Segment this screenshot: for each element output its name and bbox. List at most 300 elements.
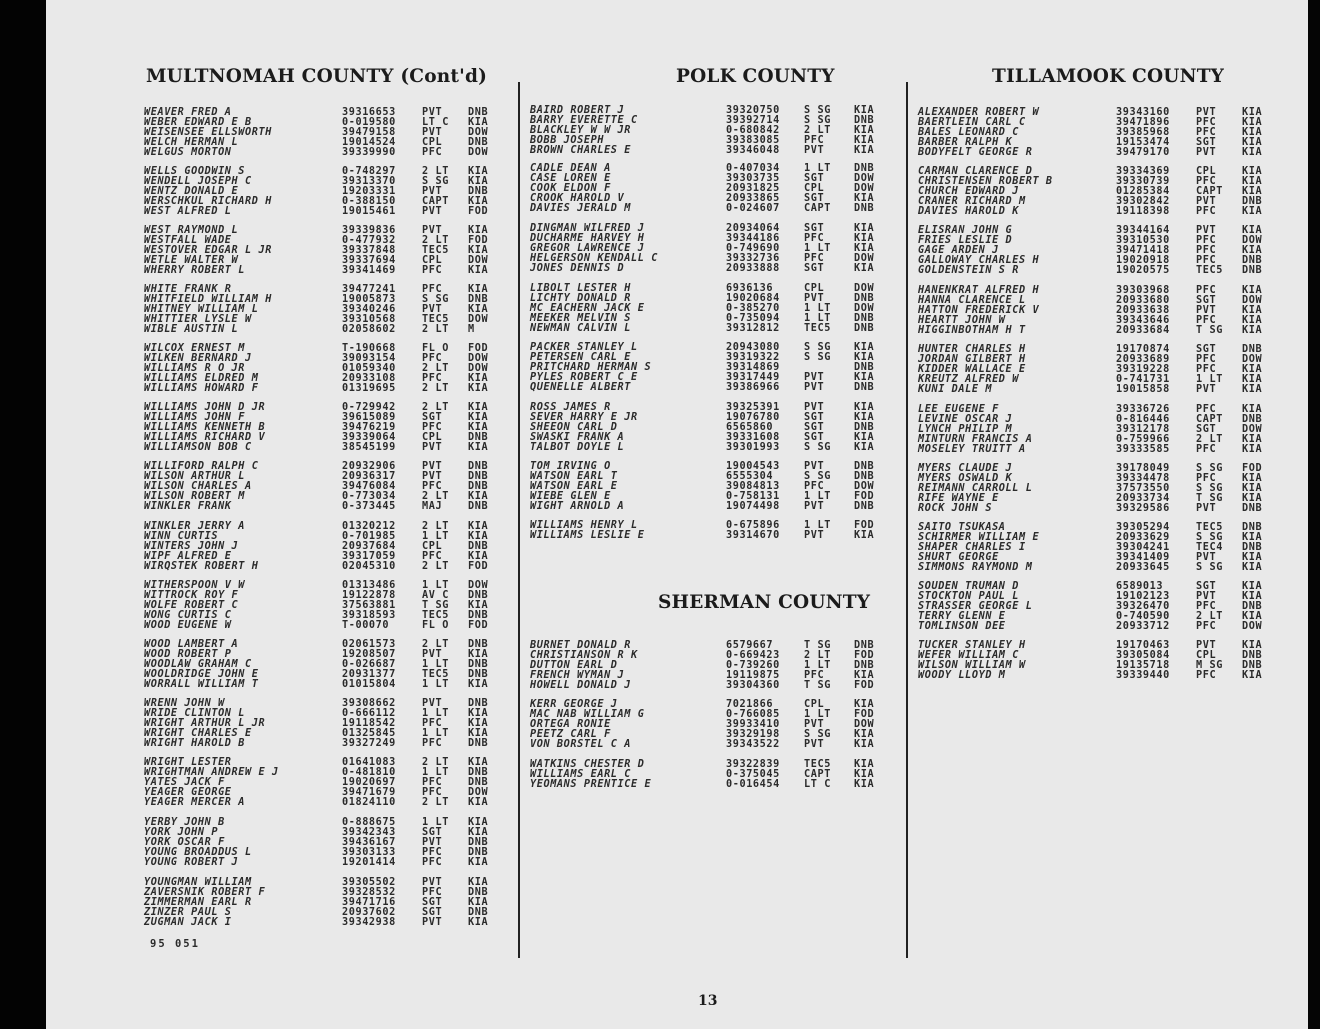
name-cell: WELLS GOODWIN S: [144, 166, 246, 177]
status-cell: KIA: [468, 225, 489, 236]
serial-number-cell: 39331608: [726, 432, 780, 443]
name-cell: WATSON EARL T: [530, 471, 618, 482]
serial-number-cell: 39084813: [726, 481, 780, 492]
name-cell: DUCHARME HARVEY H: [530, 233, 645, 244]
status-cell: KIA: [468, 176, 489, 187]
entry-group: [530, 106, 900, 156]
casualty-row: [144, 148, 524, 158]
serial-number-cell: 01641083: [342, 757, 396, 768]
status-cell: M: [468, 324, 475, 335]
name-cell: WILLIAMS HENRY L: [530, 520, 638, 531]
entry-group: [918, 167, 1298, 217]
status-cell: KIA: [854, 233, 875, 244]
status-cell: KIA: [468, 757, 489, 768]
name-cell: ROSS JAMES R: [530, 402, 611, 413]
serial-number-cell: 39303968: [1116, 285, 1170, 296]
serial-number-cell: 20933734: [1116, 493, 1170, 504]
grade-cell: 2 LT: [1196, 434, 1223, 445]
status-cell: KIA: [1242, 176, 1263, 187]
serial-number-cell: 20943080: [726, 342, 780, 353]
name-cell: MOSELEY TRUITT A: [918, 444, 1026, 455]
name-cell: LEVINE OSCAR J: [918, 414, 1013, 425]
grade-cell: PFC: [422, 373, 443, 384]
name-cell: PACKER STANLEY L: [530, 342, 638, 353]
serial-number-cell: 20933712: [1116, 621, 1170, 632]
name-cell: WOODLAW GRAHAM C: [144, 659, 252, 670]
county-title: TILLAMOOK COUNTY: [992, 66, 1225, 87]
serial-number-cell: 0-739260: [726, 660, 780, 671]
serial-number-cell: 39383085: [726, 135, 780, 146]
name-cell: CADLE DEAN A: [530, 163, 611, 174]
grade-cell: PVT: [422, 107, 443, 118]
grade-cell: PFC: [1196, 117, 1217, 128]
name-cell: LICHTY DONALD R: [530, 293, 632, 304]
name-cell: WRIGHT CHARLES E: [144, 728, 252, 739]
grade-cell: PVT: [422, 442, 443, 453]
name-cell: FRIES LESLIE D: [918, 235, 1013, 246]
grade-cell: CPL: [1196, 166, 1217, 177]
name-cell: TUCKER STANLEY H: [918, 640, 1026, 651]
grade-cell: PFC: [804, 253, 825, 264]
grade-cell: TEC5: [422, 669, 449, 680]
serial-number-cell: 39343522: [726, 739, 780, 750]
serial-number-cell: 20933645: [1116, 562, 1170, 573]
grade-cell: 2 LT: [804, 650, 831, 661]
entry-group: [530, 343, 900, 393]
status-cell: KIA: [854, 243, 875, 254]
grade-cell: PFC: [422, 422, 443, 433]
county-column: [918, 0, 1298, 1029]
grade-cell: 2 LT: [422, 491, 449, 502]
status-cell: KIA: [854, 193, 875, 204]
status-cell: FOD: [468, 620, 489, 631]
name-cell: WENTZ DONALD E: [144, 186, 239, 197]
name-cell: YORK OSCAR F: [144, 837, 225, 848]
serial-number-cell: 39304241: [1116, 542, 1170, 553]
serial-number-cell: 20932906: [342, 461, 396, 472]
serial-number-cell: 20931377: [342, 669, 396, 680]
grade-cell: PFC: [422, 847, 443, 858]
grade-cell: PVT: [422, 917, 443, 928]
grade-cell: SGT: [804, 422, 825, 433]
name-cell: HEARTT JOHN W: [918, 315, 1006, 326]
status-cell: KIA: [854, 402, 875, 413]
serial-number-cell: 20933684: [1116, 325, 1170, 336]
casualty-row: [144, 325, 524, 335]
grade-cell: S SG: [804, 442, 831, 453]
grade-cell: PVT: [1196, 640, 1217, 651]
casualty-row: [530, 502, 900, 512]
serial-number-cell: 01325845: [342, 728, 396, 739]
status-cell: KIA: [1242, 285, 1263, 296]
grade-cell: T SG: [804, 680, 831, 691]
name-cell: WOOD ROBERT P: [144, 649, 232, 660]
grade-cell: PFC: [1196, 235, 1217, 246]
grade-cell: S SG: [1196, 483, 1223, 494]
grade-cell: 1 LT: [804, 303, 831, 314]
name-cell: TOM IRVING O: [530, 461, 611, 472]
name-cell: WESTFALL WADE: [144, 235, 232, 246]
serial-number-cell: 39337694: [342, 255, 396, 266]
status-cell: FOD: [854, 491, 875, 502]
name-cell: JORDAN GILBERT H: [918, 354, 1026, 365]
grade-cell: CAPT: [804, 203, 831, 214]
serial-number-cell: 0-481810: [342, 767, 396, 778]
status-cell: DNB: [468, 107, 489, 118]
grade-cell: SGT: [804, 193, 825, 204]
name-cell: WIBLE AUSTIN L: [144, 324, 239, 335]
grade-cell: 2 LT: [1196, 611, 1223, 622]
name-cell: WHITTIER LYSLE W: [144, 314, 252, 325]
serial-number-cell: 39308662: [342, 698, 396, 709]
serial-number-cell: 39314869: [726, 362, 780, 373]
serial-number-cell: 19014524: [342, 137, 396, 148]
status-cell: KIA: [1242, 325, 1263, 336]
serial-number-cell: 39479158: [342, 127, 396, 138]
serial-number-cell: 39330739: [1116, 176, 1170, 187]
serial-number-cell: 20933108: [342, 373, 396, 384]
serial-number-cell: 39392714: [726, 115, 780, 126]
grade-cell: LT C: [422, 117, 449, 128]
name-cell: YATES JACK F: [144, 777, 225, 788]
status-cell: DNB: [468, 767, 489, 778]
serial-number-cell: 39093154: [342, 353, 396, 364]
status-cell: KIA: [1242, 147, 1263, 158]
name-cell: WRIGHT ARTHUR L JR: [144, 718, 266, 729]
status-cell: DNB: [468, 698, 489, 709]
casualty-row: [144, 798, 524, 808]
casualty-row: [144, 207, 524, 217]
status-cell: KIA: [468, 304, 489, 315]
name-cell: BARRY EVERETTE C: [530, 115, 638, 126]
serial-number-cell: 0-666112: [342, 708, 396, 719]
serial-number-cell: 39344164: [1116, 225, 1170, 236]
status-cell: DNB: [854, 163, 875, 174]
grade-cell: PFC: [804, 233, 825, 244]
casualty-row: [530, 146, 900, 156]
status-cell: KIA: [1242, 552, 1263, 563]
grade-cell: PFC: [422, 787, 443, 798]
serial-number-cell: 0-024607: [726, 203, 780, 214]
serial-number-cell: 01285384: [1116, 186, 1170, 197]
serial-number-cell: 19153474: [1116, 137, 1170, 148]
grade-cell: S SG: [804, 105, 831, 116]
grade-cell: AV C: [422, 590, 449, 601]
status-cell: KIA: [1242, 670, 1263, 681]
status-cell: DNB: [468, 847, 489, 858]
casualty-row: [918, 563, 1298, 573]
grade-cell: M SG: [1196, 660, 1223, 671]
serial-number-cell: 01015804: [342, 679, 396, 690]
name-cell: WRIGHT HAROLD B: [144, 738, 246, 749]
grade-cell: SGT: [422, 412, 443, 423]
name-cell: WILLIAMS R O JR: [144, 363, 246, 374]
name-cell: KIDDER WALLACE E: [918, 364, 1026, 375]
status-cell: KIA: [1242, 591, 1263, 602]
serial-number-cell: 0-016454: [726, 779, 780, 790]
status-cell: KIA: [468, 679, 489, 690]
grade-cell: SGT: [1196, 137, 1217, 148]
serial-number-cell: 0-385270: [726, 303, 780, 314]
status-cell: DNB: [468, 610, 489, 621]
status-cell: FOD: [854, 520, 875, 531]
status-cell: KIA: [854, 135, 875, 146]
name-cell: WIPF ALFRED E: [144, 551, 232, 562]
status-cell: KIA: [468, 797, 489, 808]
status-cell: KIA: [1242, 640, 1263, 651]
status-cell: DOW: [1242, 295, 1263, 306]
name-cell: MAC NAB WILLIAM G: [530, 709, 645, 720]
status-cell: FOD: [1242, 463, 1263, 474]
status-cell: KIA: [854, 759, 875, 770]
serial-number-cell: 6589013: [1116, 581, 1164, 592]
grade-cell: CPL: [422, 541, 443, 552]
status-cell: KIA: [468, 166, 489, 177]
grade-cell: 2 LT: [422, 797, 449, 808]
name-cell: WOOLDRIDGE JOHN E: [144, 669, 259, 680]
status-cell: KIA: [1242, 364, 1263, 375]
entry-group: [530, 164, 900, 214]
grade-cell: PFC: [1196, 176, 1217, 187]
grade-cell: PVT: [804, 719, 825, 730]
grade-cell: CPL: [804, 699, 825, 710]
name-cell: BARBER RALPH K: [918, 137, 1013, 148]
casualty-row: [530, 204, 900, 214]
scan-border-left: [0, 0, 46, 1029]
status-cell: DNB: [468, 669, 489, 680]
status-cell: KIA: [854, 125, 875, 136]
serial-number-cell: 0-766085: [726, 709, 780, 720]
grade-cell: 2 LT: [422, 363, 449, 374]
serial-number-cell: 19074498: [726, 501, 780, 512]
name-cell: CHURCH EDWARD J: [918, 186, 1020, 197]
name-cell: NEWMAN CALVIN L: [530, 323, 632, 334]
status-cell: KIA: [468, 531, 489, 542]
serial-number-cell: 39479170: [1116, 147, 1170, 158]
name-cell: GAGE ARDEN J: [918, 245, 999, 256]
serial-number-cell: 39301993: [726, 442, 780, 453]
entry-group: [918, 226, 1298, 276]
status-cell: KIA: [1242, 127, 1263, 138]
county-title: SHERMAN COUNTY: [658, 592, 871, 613]
entry-group: [144, 818, 524, 868]
status-cell: DNB: [468, 907, 489, 918]
grade-cell: 1 LT: [422, 728, 449, 739]
name-cell: WIEBE GLEN E: [530, 491, 611, 502]
grade-cell: PFC: [422, 738, 443, 749]
serial-number-cell: 37563881: [342, 600, 396, 611]
grade-cell: PFC: [422, 147, 443, 158]
name-cell: WILSON ARTHUR L: [144, 471, 246, 482]
grade-cell: 2 LT: [422, 561, 449, 572]
status-cell: KIA: [468, 521, 489, 532]
status-cell: KIA: [468, 551, 489, 562]
name-cell: BAIRD ROBERT J: [530, 105, 625, 116]
status-cell: KIA: [854, 223, 875, 234]
serial-number-cell: 39334369: [1116, 166, 1170, 177]
grade-cell: T SG: [422, 600, 449, 611]
status-cell: DNB: [468, 186, 489, 197]
name-cell: MYERS CLAUDE J: [918, 463, 1013, 474]
name-cell: YEAGER GEORGE: [144, 787, 232, 798]
entry-group: [530, 284, 900, 334]
grade-cell: PVT: [1196, 107, 1217, 118]
name-cell: SIMMONS RAYMOND M: [918, 562, 1033, 573]
status-cell: DOW: [854, 481, 875, 492]
grade-cell: PFC: [1196, 404, 1217, 415]
serial-number-cell: 19020684: [726, 293, 780, 304]
name-cell: WRENN JOHN W: [144, 698, 225, 709]
serial-number-cell: 39313370: [342, 176, 396, 187]
name-cell: WILLIAMSON BOB C: [144, 442, 252, 453]
status-cell: KIA: [468, 600, 489, 611]
grade-cell: S SG: [804, 729, 831, 740]
name-cell: WATKINS CHESTER D: [530, 759, 645, 770]
name-cell: ZINZER PAUL S: [144, 907, 232, 918]
serial-number-cell: 39346048: [726, 145, 780, 156]
serial-number-cell: 0-388150: [342, 196, 396, 207]
status-cell: KIA: [1242, 493, 1263, 504]
serial-number-cell: 19170874: [1116, 344, 1170, 355]
status-cell: DOW: [854, 183, 875, 194]
serial-number-cell: T-190668: [342, 343, 396, 354]
serial-number-cell: 39302842: [1116, 196, 1170, 207]
status-cell: KIA: [1242, 117, 1263, 128]
grade-cell: SGT: [1196, 581, 1217, 592]
serial-number-cell: 39317449: [726, 372, 780, 383]
name-cell: STRASSER GEORGE L: [918, 601, 1033, 612]
status-cell: KIA: [854, 372, 875, 383]
grade-cell: PVT: [422, 877, 443, 888]
serial-number-cell: 0-729942: [342, 402, 396, 413]
name-cell: BALES LEONARD C: [918, 127, 1020, 138]
serial-number-cell: 19135718: [1116, 660, 1170, 671]
name-cell: WILLIAMS LESLIE E: [530, 530, 645, 541]
name-cell: BODYFELT GEORGE R: [918, 147, 1033, 158]
grade-cell: PFC: [1196, 285, 1217, 296]
name-cell: DUTTON EARL D: [530, 660, 618, 671]
serial-number-cell: 20933888: [726, 263, 780, 274]
serial-number-cell: 19201414: [342, 857, 396, 868]
serial-number-cell: 02061573: [342, 639, 396, 650]
status-cell: KIA: [468, 917, 489, 928]
grade-cell: PVT: [804, 145, 825, 156]
name-cell: TALBOT DOYLE L: [530, 442, 625, 453]
grade-cell: 2 LT: [422, 383, 449, 394]
scan-border-right: [1308, 0, 1320, 1029]
serial-number-cell: 39340246: [342, 304, 396, 315]
name-cell: WITTROCK ROY F: [144, 590, 239, 601]
name-cell: LYNCH PHILIP M: [918, 424, 1013, 435]
status-cell: KIA: [468, 284, 489, 295]
serial-number-cell: 01319695: [342, 383, 396, 394]
serial-number-cell: 39471716: [342, 897, 396, 908]
name-cell: WRIDE CLINTON L: [144, 708, 246, 719]
casualty-row: [918, 207, 1298, 217]
serial-number-cell: 0-740590: [1116, 611, 1170, 622]
casualty-row: [530, 264, 900, 274]
grade-cell: PFC: [1196, 601, 1217, 612]
grade-cell: TEC5: [422, 610, 449, 621]
status-cell: DNB: [468, 294, 489, 305]
serial-number-cell: 19118398: [1116, 206, 1170, 217]
grade-cell: PVT: [422, 837, 443, 848]
serial-number-cell: 39310530: [1116, 235, 1170, 246]
grade-cell: PFC: [1196, 354, 1217, 365]
entry-group: [144, 403, 524, 453]
serial-number-cell: 20933865: [726, 193, 780, 204]
name-cell: CHRISTIANSON R K: [530, 650, 638, 661]
name-cell: HELGERSON KENDALL C: [530, 253, 658, 264]
grade-cell: PFC: [1196, 127, 1217, 138]
serial-number-cell: T-00070: [342, 620, 390, 631]
name-cell: DAVIES JERALD M: [530, 203, 632, 214]
grade-cell: FL O: [422, 343, 449, 354]
grade-cell: 1 LT: [804, 491, 831, 502]
status-cell: DOW: [854, 303, 875, 314]
serial-number-cell: 39319228: [1116, 364, 1170, 375]
serial-number-cell: 20933638: [1116, 305, 1170, 316]
serial-number-cell: 6579667: [726, 640, 774, 651]
name-cell: SWASKI FRANK A: [530, 432, 625, 443]
name-cell: WHITE FRANK R: [144, 284, 232, 295]
name-cell: WILLIAMS KENNETH B: [144, 422, 266, 433]
entry-group: [144, 640, 524, 690]
grade-cell: PVT: [1196, 384, 1217, 395]
serial-number-cell: 39329586: [1116, 503, 1170, 514]
serial-number-cell: 20933629: [1116, 532, 1170, 543]
serial-number-cell: 39615089: [342, 412, 396, 423]
serial-number-cell: 19122878: [342, 590, 396, 601]
entry-group: [144, 167, 524, 217]
name-cell: YEOMANS PRENTICE E: [530, 779, 652, 790]
grade-cell: PFC: [422, 551, 443, 562]
serial-number-cell: 0-773034: [342, 491, 396, 502]
serial-number-cell: 19076780: [726, 412, 780, 423]
name-cell: TOMLINSON DEE: [918, 621, 1006, 632]
status-cell: KIA: [1242, 562, 1263, 573]
serial-number-cell: 19015461: [342, 206, 396, 217]
grade-cell: CAPT: [1196, 186, 1223, 197]
grade-cell: SGT: [804, 263, 825, 274]
status-cell: KIA: [854, 779, 875, 790]
grade-cell: 1 LT: [422, 767, 449, 778]
status-cell: KIA: [854, 105, 875, 116]
name-cell: YEAGER MERCER A: [144, 797, 246, 808]
status-cell: DNB: [854, 382, 875, 393]
serial-number-cell: 39178049: [1116, 463, 1170, 474]
name-cell: BROWN CHARLES E: [530, 145, 632, 156]
grade-cell: PFC: [1196, 621, 1217, 632]
serial-number-cell: 19170463: [1116, 640, 1170, 651]
status-cell: DNB: [854, 362, 875, 373]
serial-number-cell: 0-888675: [342, 817, 396, 828]
grade-cell: PVT: [422, 304, 443, 315]
grade-cell: SGT: [804, 223, 825, 234]
grade-cell: PVT: [422, 206, 443, 217]
serial-number-cell: 39339990: [342, 147, 396, 158]
name-cell: BOBB JOSEPH: [530, 135, 605, 146]
status-cell: DNB: [468, 738, 489, 749]
name-cell: PRITCHARD HERMAN S: [530, 362, 652, 373]
status-cell: KIA: [468, 422, 489, 433]
serial-number-cell: 0-675896: [726, 520, 780, 531]
grade-cell: CAPT: [1196, 414, 1223, 425]
grade-cell: 1 LT: [422, 659, 449, 670]
name-cell: WOODY LLOYD M: [918, 670, 1006, 681]
name-cell: WELGUS MORTON: [144, 147, 232, 158]
serial-number-cell: 19208507: [342, 649, 396, 660]
